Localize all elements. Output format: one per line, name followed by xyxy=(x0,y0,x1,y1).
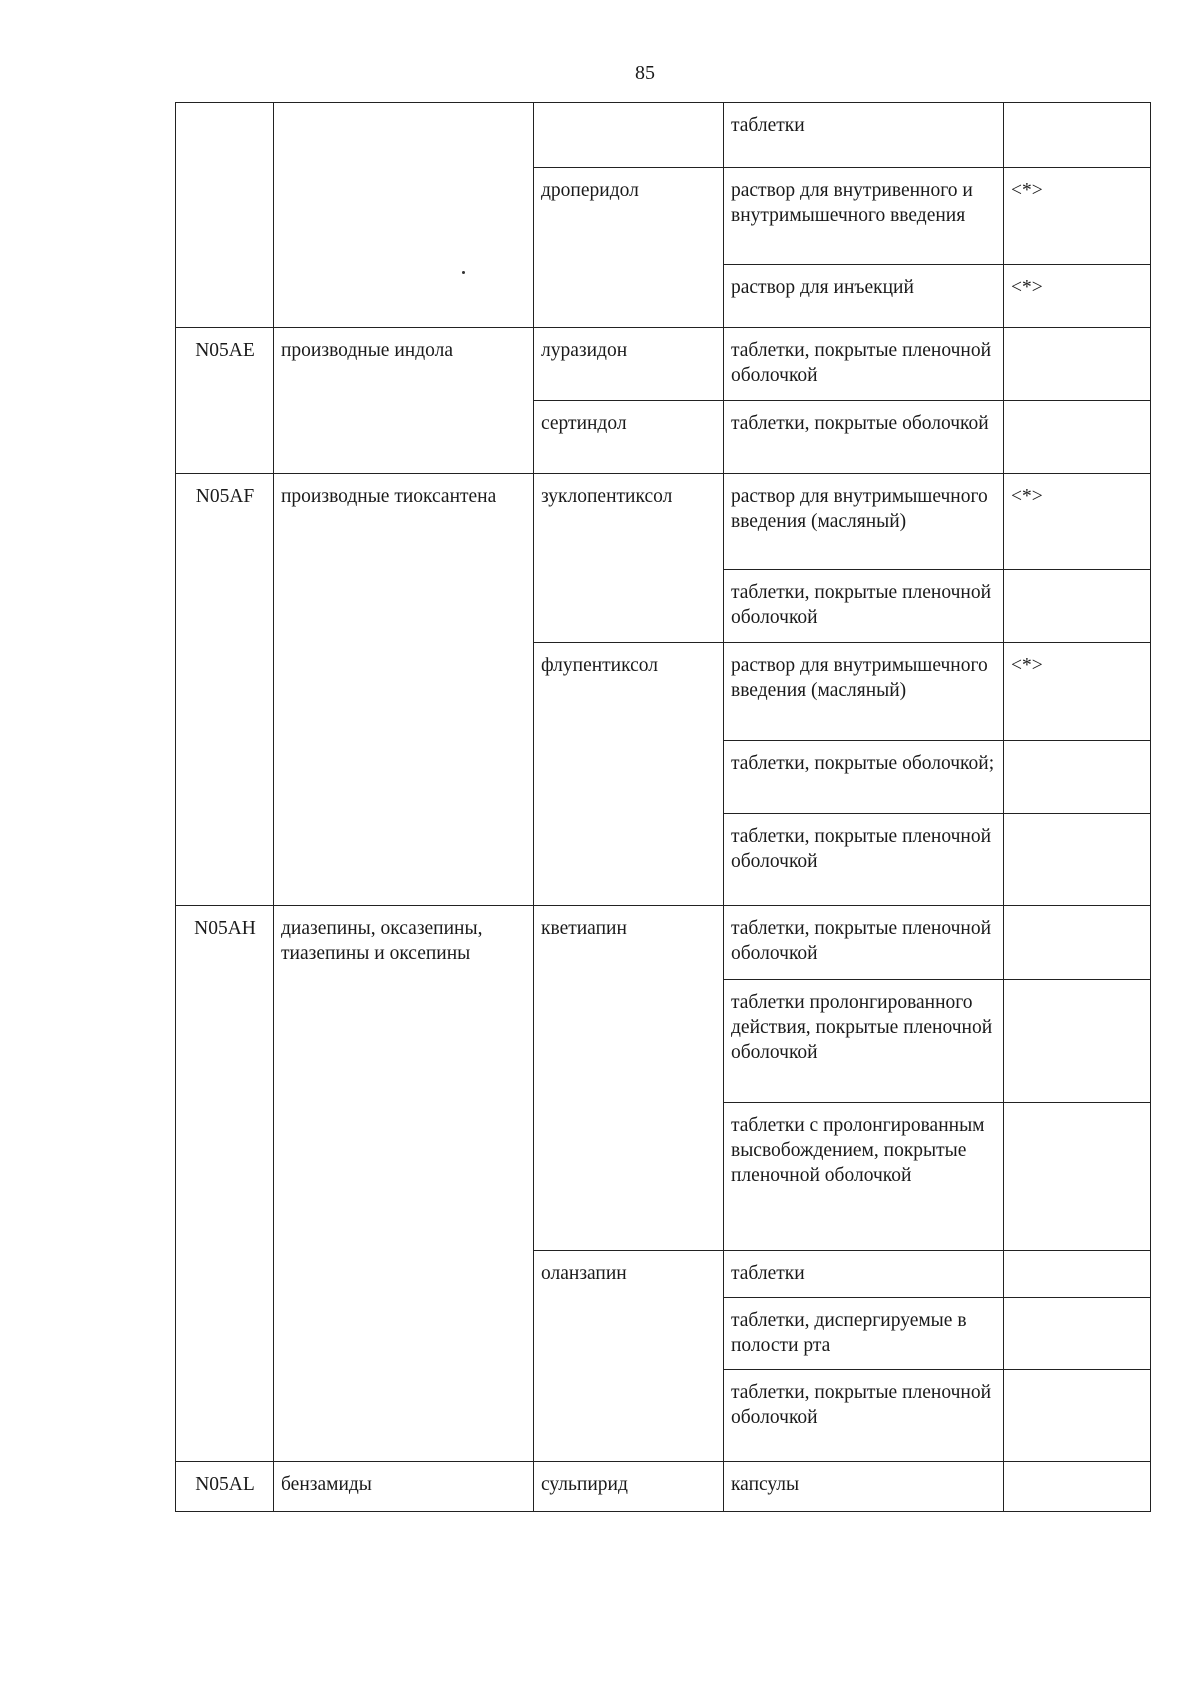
note-cell xyxy=(1004,1370,1151,1462)
note-cell xyxy=(1004,1251,1151,1298)
note-cell: <*> xyxy=(1004,474,1151,570)
atc-code-cell: N05AF xyxy=(176,474,274,906)
drug-name-cell: флупентиксол xyxy=(534,643,724,906)
dosage-form-cell: раствор для инъекций xyxy=(724,265,1004,328)
note-cell xyxy=(1004,1103,1151,1251)
dosage-form-cell: таблетки, диспергируемые в полости рта xyxy=(724,1298,1004,1370)
atc-code-cell xyxy=(176,103,274,328)
note-cell xyxy=(1004,1298,1151,1370)
note-cell xyxy=(1004,814,1151,906)
note-cell xyxy=(1004,328,1151,401)
dosage-form-cell: таблетки xyxy=(724,1251,1004,1298)
dosage-form-cell: капсулы xyxy=(724,1462,1004,1512)
table-row xyxy=(176,474,1151,570)
dosage-form-cell: таблетки xyxy=(724,103,1004,168)
note-cell: <*> xyxy=(1004,168,1151,265)
table-row xyxy=(176,328,1151,401)
note-cell xyxy=(1004,1462,1151,1512)
dosage-form-cell: раствор для внутримышечного введения (масляный) xyxy=(724,474,1004,570)
note-cell: <*> xyxy=(1004,643,1151,741)
dosage-form-cell: таблетки, покрытые пленочной оболочкой xyxy=(724,814,1004,906)
dosage-form-cell: таблетки, покрытые оболочкой; xyxy=(724,741,1004,814)
atc-group-cell: производные индола xyxy=(274,328,534,474)
note-cell: <*> xyxy=(1004,265,1151,328)
atc-group-cell xyxy=(274,103,534,328)
note-cell xyxy=(1004,401,1151,474)
page-number: 85 xyxy=(635,62,655,84)
dosage-form-cell: раствор для внутримышечного введения (масляный) xyxy=(724,643,1004,741)
drug-name-cell: оланзапин xyxy=(534,1251,724,1462)
table-row xyxy=(176,1462,1151,1512)
dosage-form-cell: таблетки, покрытые пленочной оболочкой xyxy=(724,1370,1004,1462)
dosage-form-cell: таблетки с пролонгированным высвобождением, покрытые пленочной оболочкой xyxy=(724,1103,1004,1251)
drug-name-cell: луразидон xyxy=(534,328,724,401)
atc-code-cell: N05AE xyxy=(176,328,274,474)
dosage-form-cell: таблетки, покрытые пленочной оболочкой xyxy=(724,328,1004,401)
drug-name-cell: сертиндол xyxy=(534,401,724,474)
dosage-form-cell: раствор для внутривенного и внутримышечного введения xyxy=(724,168,1004,265)
atc-group-cell: бензамиды xyxy=(274,1462,534,1512)
drug-name-cell: сульпирид xyxy=(534,1462,724,1512)
atc-code-cell: N05AH xyxy=(176,906,274,1462)
dosage-form-cell: таблетки пролонгированного действия, покрытые пленочной оболочкой xyxy=(724,980,1004,1103)
drug-name-cell: зуклопентиксол xyxy=(534,474,724,643)
drug-table xyxy=(175,102,1151,1512)
dosage-form-cell: таблетки, покрытые оболочкой xyxy=(724,401,1004,474)
atc-group-cell: производные тиоксантена xyxy=(274,474,534,906)
note-cell xyxy=(1004,103,1151,168)
drug-name-cell: дроперидол xyxy=(534,168,724,328)
table-row xyxy=(176,906,1151,980)
scan-speck xyxy=(462,271,465,274)
dosage-form-cell: таблетки, покрытые пленочной оболочкой xyxy=(724,906,1004,980)
drug-name-cell: кветиапин xyxy=(534,906,724,1251)
atc-group-cell: диазепины, оксазепины, тиазепины и оксепины xyxy=(274,906,534,1462)
dosage-form-cell: таблетки, покрытые пленочной оболочкой xyxy=(724,570,1004,643)
drug-name-cell xyxy=(534,103,724,168)
note-cell xyxy=(1004,980,1151,1103)
note-cell xyxy=(1004,570,1151,643)
note-cell xyxy=(1004,906,1151,980)
note-cell xyxy=(1004,741,1151,814)
table-row xyxy=(176,103,1151,168)
atc-code-cell: N05AL xyxy=(176,1462,274,1512)
